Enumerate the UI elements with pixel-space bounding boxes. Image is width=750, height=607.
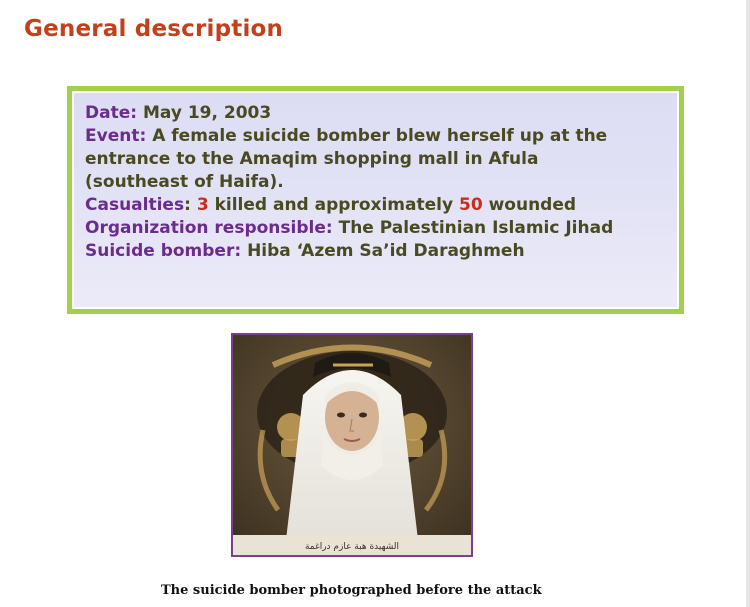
bomber-photo: [231, 333, 473, 557]
casualties-line: [85, 194, 667, 217]
event-info-box: [67, 86, 684, 314]
killed-text: killed and approximately: [214, 195, 454, 215]
killed-count: 3: [196, 195, 209, 215]
casualties-label: Casualties: [85, 195, 185, 215]
photo-caption: The suicide bomber photographed before the attack: [161, 583, 542, 598]
date-label: Date:: [85, 103, 138, 123]
organization-line: [85, 217, 667, 240]
date-line: [85, 102, 667, 125]
wounded-text: wounded: [488, 195, 577, 215]
bomber-label: Suicide bomber:: [85, 241, 242, 261]
section-heading: General description: [24, 16, 284, 42]
event-info-content: [72, 91, 679, 309]
casualties-colon: :: [184, 195, 191, 215]
organization-value: The Palestinian Islamic Jihad: [338, 218, 614, 238]
page-edge: [746, 0, 750, 607]
event-text-1: A female suicide bomber blew herself up at the: [152, 126, 608, 146]
event-line-2: [85, 148, 667, 171]
event-line: [85, 125, 667, 148]
event-text-2: entrance to the Amaqim shopping mall in Afula: [85, 149, 539, 169]
photo-inscription: الشهيدة هبة عازم دراغمة: [304, 542, 400, 552]
event-line-3: [85, 171, 667, 194]
photo-illustration: [233, 335, 471, 555]
wounded-count: 50: [458, 195, 483, 215]
organization-label: Organization responsible:: [85, 218, 333, 238]
event-text-3: (southeast of Haifa).: [85, 172, 284, 192]
bomber-value: Hiba ‘Azem Sa’id Daraghmeh: [247, 241, 525, 261]
event-label: Event:: [85, 126, 147, 146]
date-value: May 19, 2003: [142, 103, 272, 123]
bomber-line: [85, 240, 667, 263]
